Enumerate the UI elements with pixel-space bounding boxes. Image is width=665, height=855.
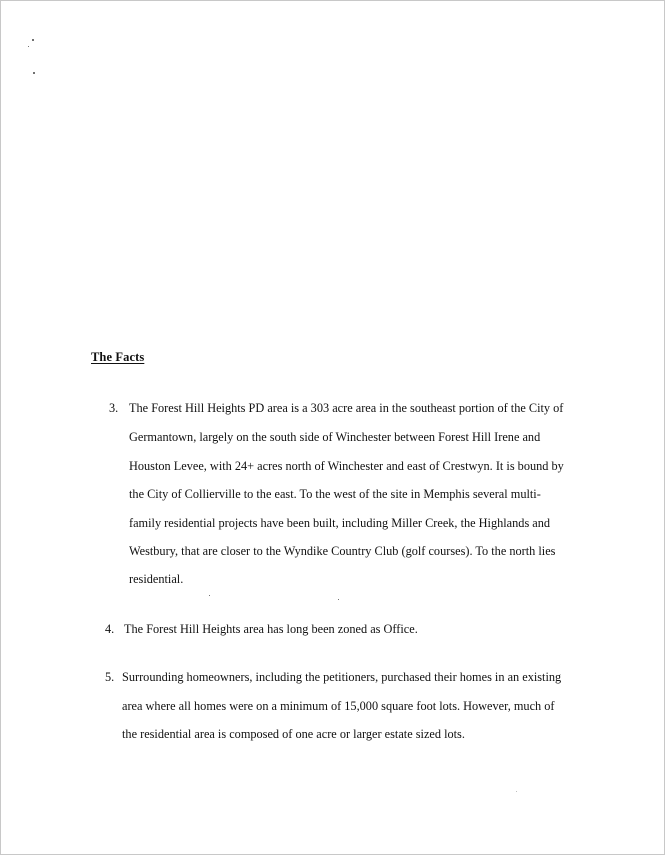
paragraph-line: the City of Collierville to the east. To the west of the site in Memphis several multi- bbox=[129, 487, 541, 501]
section-heading: The Facts bbox=[91, 350, 145, 364]
paragraph-line: Germantown, largely on the south side of Winchester between Forest Hill Irene and bbox=[129, 430, 541, 444]
paragraph-line: Houston Levee, with 24+ acres north of Winchester and east of Crestwyn. It is bound by bbox=[129, 459, 564, 473]
paragraph-line: family residential projects have been built, including Miller Creek, the Highlands and bbox=[129, 516, 551, 530]
paragraph-number: 3. bbox=[109, 401, 119, 415]
paragraph-line: Westbury, that are closer to the Wyndike Country Club (golf courses). To the north lies bbox=[129, 544, 556, 558]
numbered-paragraph-3 bbox=[109, 401, 579, 591]
numbered-paragraph-5 bbox=[105, 670, 575, 750]
scan-speck bbox=[33, 72, 35, 74]
paragraph-number: 4. bbox=[105, 622, 115, 636]
scan-speck bbox=[516, 791, 517, 792]
scan-speck bbox=[209, 595, 210, 596]
paragraph-line: The Forest Hill Heights PD area is a 303 acre area in the southeast portion of the City of bbox=[129, 401, 564, 415]
paragraph-number: 5. bbox=[105, 670, 115, 684]
scan-speck bbox=[32, 39, 34, 41]
paragraph-line: the residential area is composed of one acre or larger estate sized lots. bbox=[122, 727, 465, 741]
paragraph-line: residential. bbox=[129, 572, 184, 586]
scan-speck bbox=[28, 46, 29, 47]
numbered-paragraph-4 bbox=[105, 622, 575, 642]
paragraph-line: area where all homes were on a minimum of 15,000 square foot lots. However, much of bbox=[122, 699, 555, 713]
paragraph-line: Surrounding homeowners, including the petitioners, purchased their homes in an existing bbox=[122, 670, 562, 684]
paragraph-line: The Forest Hill Heights area has long been zoned as Office. bbox=[124, 622, 418, 636]
scan-speck bbox=[338, 599, 339, 600]
